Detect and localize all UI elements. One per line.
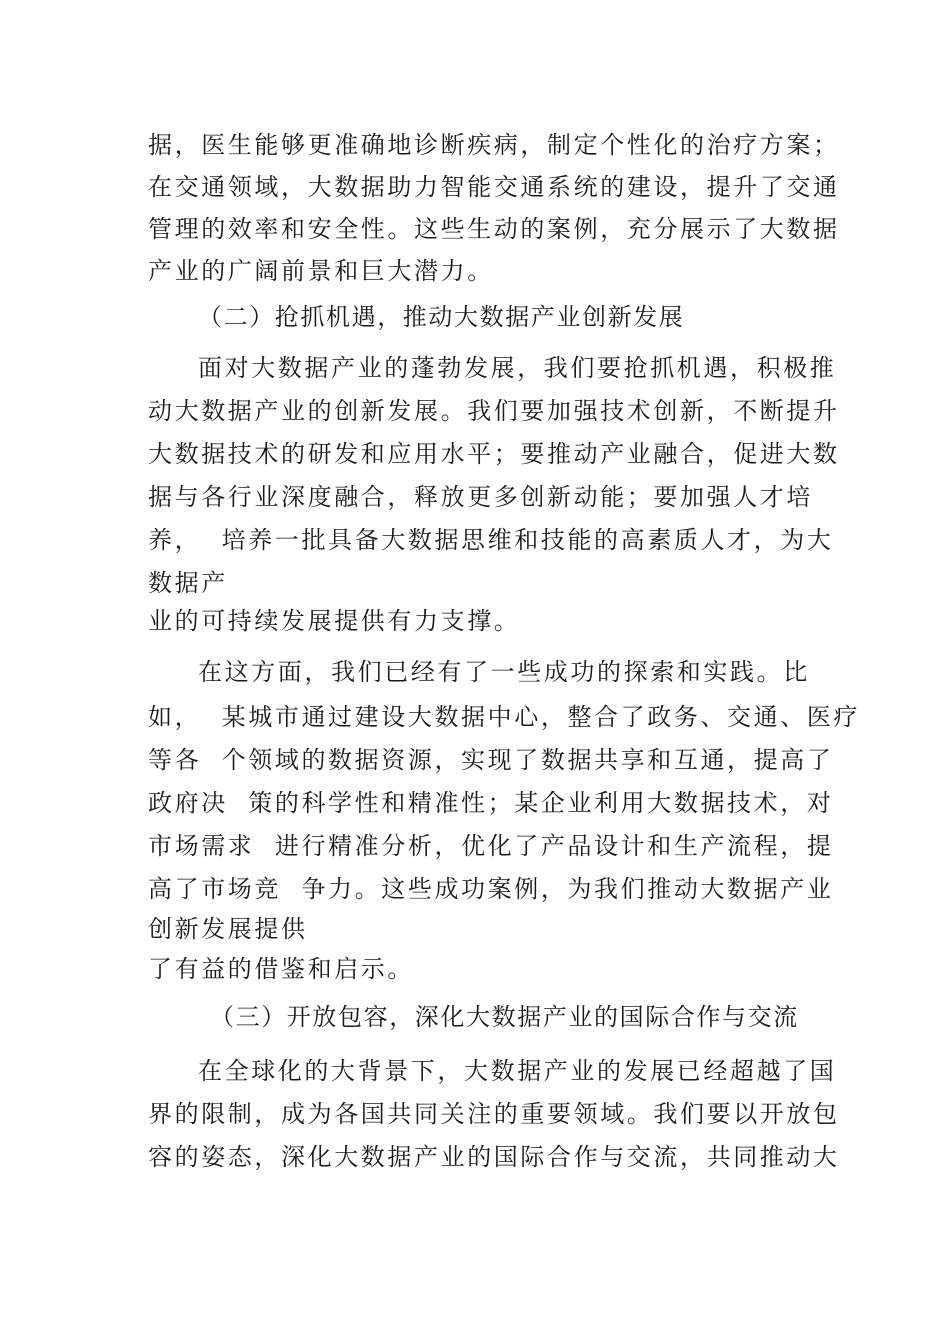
text-line: 面对大数据产业的蓬勃发展，我们要抢抓机遇，积极推 [198,354,837,382]
section-heading: （三）开放包容，深化大数据产业的国际合作与交流 [210,1003,799,1031]
text-line: 业的可持续发展提供有力支撑。 [148,607,521,635]
text-line: 在交通领域，大数据助力智能交通系统的建设，提升了交通 [148,173,840,201]
text-line: 政府决 策的科学性和精准性；某企业利用大数据技术，对 [148,789,834,817]
text-line: 据，医生能够更准确地诊断疾病，制定个性化的治疗方案； [148,131,840,159]
text-line: 在全球化的大背景下，大数据产业的发展已经超越了国 [198,1057,837,1085]
text-line: 容的姿态，深化大数据产业的国际合作与交流，共同推动大 [148,1143,840,1171]
section-heading: （二）抢抓机遇，推动大数据产业创新发展 [198,303,685,331]
text-line: 在这方面，我们已经有了一些成功的探索和实践。比 [198,658,810,686]
text-line: 动大数据产业的创新发展。我们要加强技术创新，不断提升 [148,397,840,425]
text-line: 管理的效率和安全性。这些生动的案例，充分展示了大数据 [148,215,840,243]
text-line: 大数据技术的研发和应用水平；要推动产业融合，促进大数 [148,440,840,468]
text-line: 养， 培养一批具备大数据思维和技能的高素质人才，为大 [148,526,834,554]
text-line: 如， 某城市通过建设大数据中心，整合了政务、交通、医疗 [148,703,861,731]
text-line: 数据产 [148,569,228,597]
text-line: 产业的广阔前景和巨大潜力。 [148,257,494,285]
text-line: 等各 个领域的数据资源，实现了数据共享和互通，提高了 [148,746,834,774]
text-line: 了有益的借鉴和启示。 [148,955,414,983]
text-line: 创新发展提供 [148,915,308,943]
text-line: 据与各行业深度融合，释放更多创新动能；要加强人才培 [148,483,813,511]
text-line: 高了市场竞 争力。这些成功案例，为我们推动大数据产业 [148,875,834,903]
text-line: 市场需求 进行精准分析，优化了产品设计和生产流程，提 [148,832,834,860]
text-line: 界的限制，成为各国共同关注的重要领域。我们要以开放包 [148,1100,840,1128]
